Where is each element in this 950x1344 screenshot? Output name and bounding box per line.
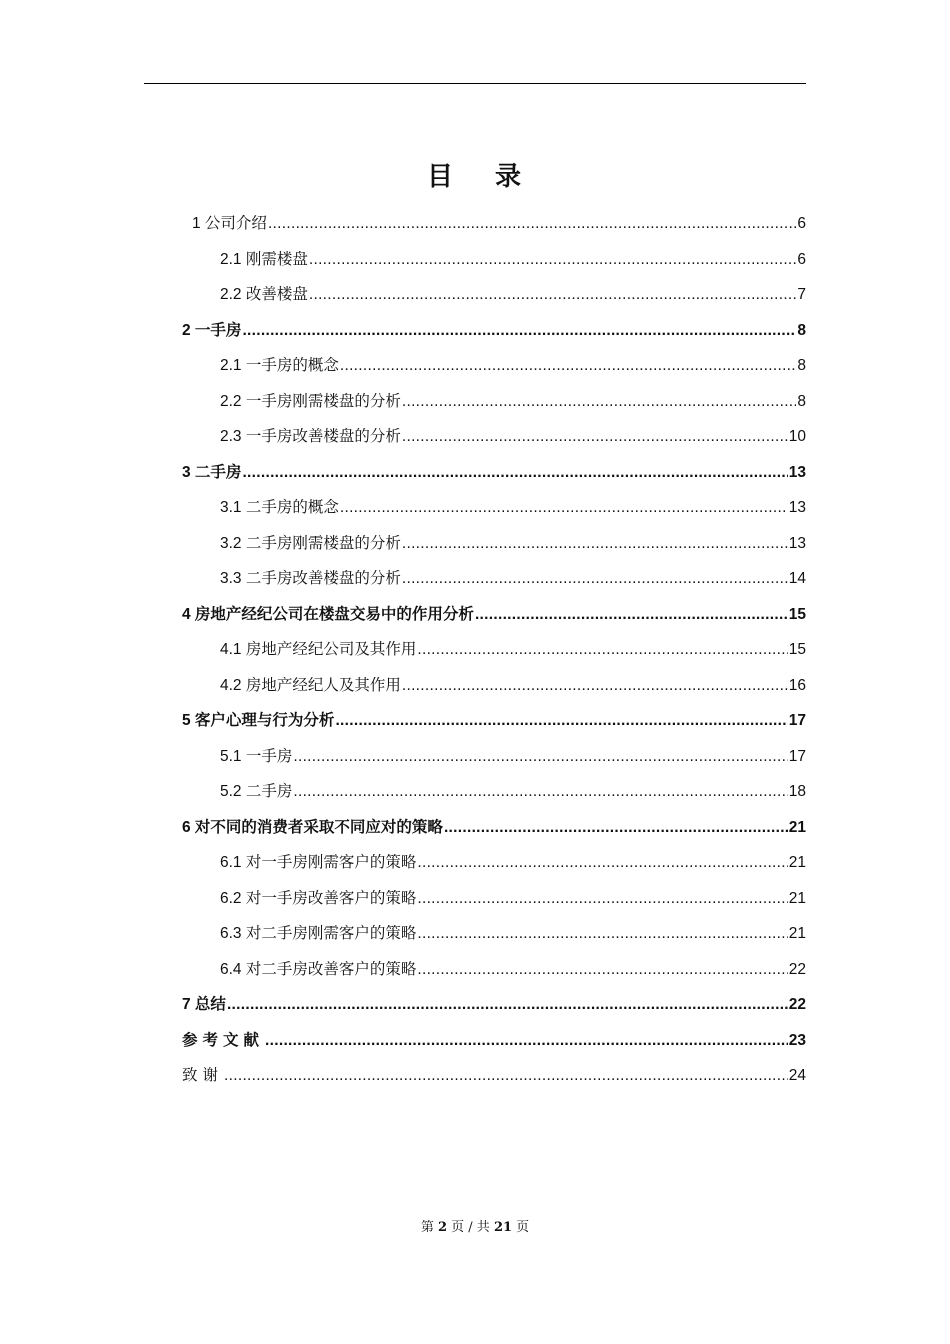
toc-entry-label: 2.1 一手房的概念: [220, 348, 339, 384]
toc-entry-label: 5.2 二手房: [220, 774, 292, 810]
toc-entry-label: 3.3 二手房改善楼盘的分析: [220, 561, 401, 597]
toc-entry-label: 2 一手房: [182, 313, 241, 349]
toc-leader-dots: [402, 419, 788, 455]
toc-entry-label: 6.2 对一手房改善客户的策略: [220, 881, 416, 917]
toc-entry-label: 7 总结: [182, 987, 226, 1023]
toc-entry[interactable]: [182, 597, 806, 633]
toc-leader-dots: [335, 703, 787, 739]
toc-entry-label: 4 房地产经纪公司在楼盘交易中的作用分析: [182, 597, 474, 633]
toc-entry-page-number: 21: [788, 818, 806, 836]
toc-entry-label: 6.1 对一手房刚需客户的策略: [220, 845, 416, 881]
toc-entry[interactable]: [182, 526, 806, 562]
toc-leader-dots: [402, 668, 788, 704]
toc-entry-label: 2.1 刚需楼盘: [220, 242, 308, 278]
toc-entry-page-number: 24: [788, 1067, 806, 1084]
page-footer: [0, 1216, 950, 1235]
toc-leader-dots: [293, 774, 787, 810]
toc-entry-label: 6.3 对二手房刚需客户的策略: [220, 916, 416, 952]
toc-entry-label: 6.4 对二手房改善客户的策略: [220, 952, 416, 988]
footer-total-pages: 21: [493, 1220, 513, 1235]
toc-leader-dots: [402, 384, 797, 420]
toc-entry-page-number: 18: [788, 783, 806, 800]
footer-current-page: 2: [437, 1220, 448, 1235]
toc-entry-page-number: 6: [797, 215, 806, 232]
footer-suffix: 页: [512, 1220, 530, 1235]
toc-entry-page-number: 13: [788, 499, 806, 516]
toc-entry[interactable]: [182, 242, 806, 278]
toc-entry-page-number: 14: [788, 570, 806, 587]
toc-entry-page-number: 8: [797, 321, 806, 339]
toc-entry-label: 2.2 改善楼盘: [220, 277, 308, 313]
page-title: [0, 156, 950, 193]
toc-entry-label: 3.1 二手房的概念: [220, 490, 339, 526]
toc-entry-label: 参考文献: [182, 1023, 264, 1059]
toc-entry[interactable]: [182, 277, 806, 313]
toc-entry-page-number: 17: [788, 747, 806, 765]
title-char-2: 录: [495, 162, 524, 192]
toc-entry[interactable]: [182, 1058, 806, 1094]
toc-leader-dots: [268, 206, 796, 242]
toc-entry-page-number: 6: [797, 250, 806, 268]
toc-leader-dots: [293, 739, 787, 775]
footer-prefix: 第: [420, 1220, 438, 1235]
toc-entry[interactable]: [182, 987, 806, 1023]
toc-entry-page-number: 13: [788, 463, 806, 481]
toc-entry[interactable]: [182, 881, 806, 917]
toc-entry-page-number: 8: [797, 357, 806, 374]
toc-entry[interactable]: [182, 455, 806, 491]
toc-leader-dots: [242, 455, 787, 491]
footer-middle: 页 / 共: [447, 1220, 494, 1235]
title-char-1: 目: [426, 162, 455, 192]
toc-entry[interactable]: [182, 419, 806, 455]
toc-entry-page-number: 10: [788, 428, 806, 445]
toc-entry[interactable]: [182, 703, 806, 739]
toc-leader-dots: [402, 526, 788, 562]
toc-entry[interactable]: [182, 739, 806, 775]
toc-entry-label: 致谢: [182, 1058, 223, 1094]
toc-entry-page-number: 21: [788, 925, 806, 942]
toc-leader-dots: [340, 348, 797, 384]
toc-entry-page-number: 7: [797, 286, 806, 303]
toc-entry-page-number: 21: [788, 889, 806, 907]
toc-entry[interactable]: [182, 561, 806, 597]
toc-entry-page-number: 15: [788, 641, 806, 658]
toc-entry-label: 6 对不同的消费者采取不同应对的策略: [182, 810, 443, 846]
toc-entry-label: 5 客户心理与行为分析: [182, 703, 334, 739]
toc-entry-page-number: 23: [788, 1031, 806, 1049]
toc-entry-label: 4.2 房地产经纪人及其作用: [220, 668, 401, 704]
toc-leader-dots: [242, 313, 796, 349]
toc-entry[interactable]: [182, 774, 806, 810]
toc-entry-label: 3.2 二手房刚需楼盘的分析: [220, 526, 401, 562]
toc-leader-dots: [417, 916, 787, 952]
toc-leader-dots: [444, 810, 788, 846]
toc-entry[interactable]: [182, 916, 806, 952]
toc-entry[interactable]: [182, 313, 806, 349]
toc-leader-dots: [417, 845, 787, 881]
toc-leader-dots: [402, 561, 788, 597]
toc-entry-label: 5.1 一手房: [220, 739, 292, 775]
toc-entry-page-number: 17: [788, 712, 806, 729]
toc-leader-dots: [309, 242, 797, 278]
toc-entry[interactable]: [182, 206, 806, 242]
toc-leader-dots: [309, 277, 797, 313]
toc-entry-page-number: 8: [797, 392, 806, 410]
toc-entry-label: 3 二手房: [182, 455, 241, 491]
toc-leader-dots: [265, 1023, 788, 1059]
toc-entry[interactable]: [182, 845, 806, 881]
toc-leader-dots: [340, 490, 788, 526]
toc-entry[interactable]: [182, 348, 806, 384]
toc-entry-label: 2.2 一手房刚需楼盘的分析: [220, 384, 401, 420]
toc-leader-dots: [417, 881, 787, 917]
header-rule: [144, 83, 806, 84]
toc-entry-page-number: 21: [788, 854, 806, 871]
toc-entry-page-number: 15: [788, 605, 806, 623]
toc-entry-page-number: 22: [788, 996, 806, 1013]
toc-entry-label: 1 公司介绍: [192, 206, 267, 242]
toc-entry[interactable]: [182, 668, 806, 704]
toc-entry[interactable]: [182, 490, 806, 526]
toc-entry[interactable]: [182, 384, 806, 420]
toc-entry[interactable]: [182, 632, 806, 668]
table-of-contents: [182, 206, 806, 1094]
toc-leader-dots: [227, 987, 788, 1023]
toc-entry-page-number: 22: [788, 960, 806, 978]
toc-entry[interactable]: [182, 810, 806, 846]
toc-entry[interactable]: [182, 1023, 806, 1059]
toc-leader-dots: [475, 597, 788, 633]
toc-leader-dots: [224, 1058, 788, 1094]
toc-leader-dots: [417, 632, 787, 668]
toc-entry-label: 4.1 房地产经纪公司及其作用: [220, 632, 416, 668]
toc-entry[interactable]: [182, 952, 806, 988]
toc-leader-dots: [417, 952, 787, 988]
toc-entry-label: 2.3 一手房改善楼盘的分析: [220, 419, 401, 455]
toc-entry-page-number: 16: [788, 676, 806, 694]
toc-entry-page-number: 13: [788, 534, 806, 552]
